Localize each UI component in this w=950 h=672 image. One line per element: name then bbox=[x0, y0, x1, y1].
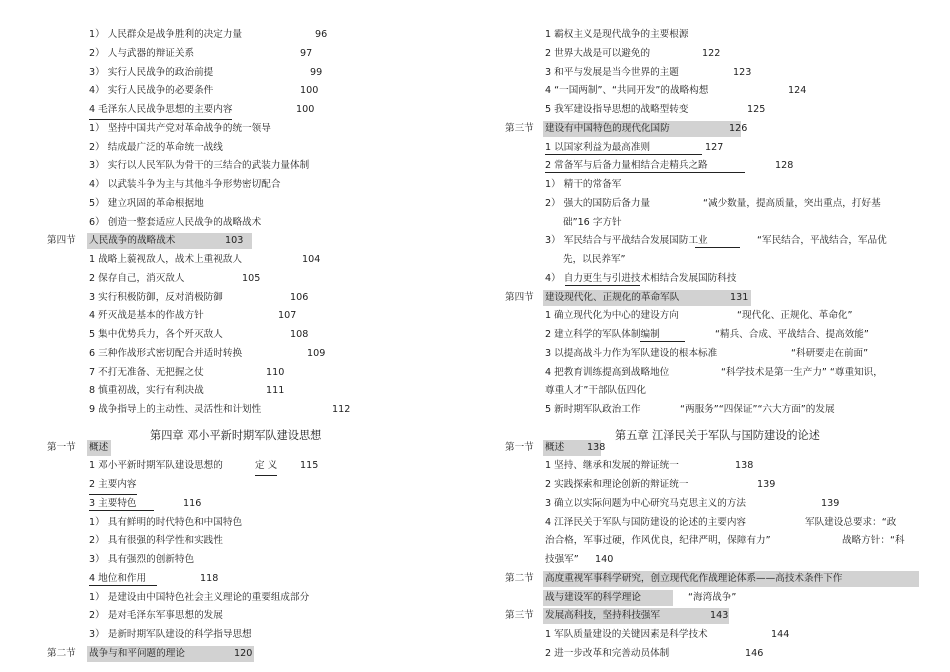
entry-text: 1） 是建设由中国特色社会主义理论的重要组成部分 bbox=[89, 591, 310, 603]
page-number: 128 bbox=[775, 160, 794, 172]
section-label: 第二节 bbox=[47, 647, 76, 659]
entry-text: 5 新时期军队政治工作 bbox=[545, 404, 641, 415]
page-number: 100 bbox=[300, 85, 319, 97]
toc-entry bbox=[0, 382, 475, 400]
page-number: 105 bbox=[242, 272, 261, 284]
toc-entry bbox=[0, 45, 475, 63]
entry-note: “减少数量，提高质量，突出重点，打好基 bbox=[703, 197, 881, 209]
toc-entry bbox=[0, 401, 475, 419]
page-number: 138 bbox=[587, 441, 606, 453]
entry-text: 4） 自力更生与引进技术相结合发展国防科技 bbox=[545, 272, 737, 284]
entry-text: 3） 是新时期军队建设的科学指导思想 bbox=[89, 629, 252, 640]
toc-entry bbox=[0, 26, 475, 44]
toc-entry bbox=[475, 626, 950, 644]
toc-entry bbox=[0, 364, 475, 382]
entry-text: 6 三种作战形式密切配合并适时转换 bbox=[89, 347, 243, 359]
underline bbox=[695, 247, 740, 248]
toc-entry bbox=[475, 139, 950, 157]
section-row bbox=[475, 120, 950, 138]
toc-entry bbox=[475, 251, 950, 269]
entry-text: 人民战争的战略战术 bbox=[89, 235, 176, 247]
entry-text: 4 地位和作用 bbox=[89, 572, 147, 584]
section-row bbox=[475, 570, 950, 588]
page-number: 139 bbox=[757, 479, 776, 490]
toc-entry bbox=[475, 82, 950, 100]
entry-text: 1 霸权主义是现代战争的主要根源 bbox=[545, 29, 689, 40]
page-number: 104 bbox=[302, 254, 321, 265]
entry-note: “现代化、正规化、革命化” bbox=[737, 310, 853, 322]
page-number: 127 bbox=[705, 141, 724, 153]
entry-text: 4） 实行人民战争的必要条件 bbox=[89, 85, 214, 97]
toc-entry bbox=[0, 495, 475, 513]
entry-note: “海湾战争” bbox=[688, 591, 737, 603]
page-number: 118 bbox=[200, 572, 219, 584]
page-number: 144 bbox=[771, 629, 790, 640]
entry-text: 概述 bbox=[89, 441, 109, 453]
entry-text: 1） 坚持中国共产党对革命战争的统一领导 bbox=[89, 122, 271, 134]
entry-text: 治合格，军事过硬，作风优良，纪律严明，保障有力” bbox=[545, 535, 771, 547]
entry-text: 2 进一步改革和完善动员体制 bbox=[545, 647, 670, 659]
entry-text: 3） 军民结合与平战结合发展国防工业 bbox=[545, 235, 708, 247]
page-number: 109 bbox=[307, 347, 326, 359]
entry-text: 1 军队质量建设的关键因素是科学技术 bbox=[545, 629, 708, 640]
entry-text: 建设现代化、正规化的革命军队 bbox=[545, 291, 680, 303]
section-row bbox=[0, 232, 475, 250]
toc-entry bbox=[0, 532, 475, 550]
page-number: 146 bbox=[745, 647, 764, 659]
entry-note: 战略方针：“科 bbox=[842, 535, 905, 547]
entry-text: 2 建立科学的军队体制编制 bbox=[545, 329, 660, 340]
toc-entry bbox=[0, 139, 475, 157]
entry-text: 2 实践探索和理论创新的辩证统一 bbox=[545, 479, 689, 490]
entry-text: 6） 创造一整套适应人民战争的战略战术 bbox=[89, 216, 262, 228]
entry-text: 战与建设军的科学理论 bbox=[545, 591, 641, 603]
underline bbox=[89, 510, 154, 511]
entry-note: 定 义 bbox=[255, 457, 277, 476]
entry-text: 4 毛泽东人民战争思想的主要内容 bbox=[89, 101, 232, 120]
entry-text: 1） 人民群众是战争胜利的决定力量 bbox=[89, 29, 243, 40]
entry-note: “科研要走在前面” bbox=[791, 347, 869, 359]
underline bbox=[545, 172, 745, 173]
entry-text: 1） 具有鲜明的时代特色和中国特色 bbox=[89, 516, 243, 528]
page-number: 143 bbox=[710, 610, 729, 622]
toc-entry bbox=[0, 345, 475, 363]
section-label: 第三节 bbox=[505, 122, 534, 134]
entry-text: 2） 强大的国防后备力量 bbox=[545, 197, 651, 209]
entry-text: 5 集中优势兵力，各个歼灭敌人 bbox=[89, 329, 223, 340]
toc-entry bbox=[475, 495, 950, 513]
toc-entry bbox=[0, 307, 475, 325]
chapter-heading: 第五章 江泽民关于军队与国防建设的论述 bbox=[615, 428, 820, 442]
section-row bbox=[475, 289, 950, 307]
toc-entry bbox=[0, 607, 475, 625]
entry-text: 1 确立现代化为中心的建设方向 bbox=[545, 310, 679, 322]
toc-entry bbox=[475, 476, 950, 494]
toc-entry bbox=[0, 157, 475, 175]
entry-text: 8 慎重初战，实行有利决战 bbox=[89, 385, 204, 397]
chapter-heading: 第四章 邓小平新时期军队建设思想 bbox=[150, 428, 322, 442]
page-number: 115 bbox=[300, 460, 319, 472]
section-row bbox=[475, 607, 950, 625]
section-label: 第二节 bbox=[505, 572, 534, 584]
entry-note: “军民结合，平战结合，军品优 bbox=[757, 235, 887, 247]
entry-text: 础”16 字方针 bbox=[563, 216, 622, 228]
page-number: 139 bbox=[821, 497, 840, 509]
entry-text: 尊重人才”干部队伍四化 bbox=[545, 385, 646, 397]
toc-entry bbox=[475, 382, 950, 400]
toc-entry bbox=[475, 364, 950, 382]
entry-text: 3） 具有强烈的创新特色 bbox=[89, 554, 195, 565]
entry-text: 发展高科技，坚持科技强军 bbox=[545, 610, 661, 622]
entry-note: “精兵、合成、平战结合、提高效能” bbox=[715, 329, 869, 340]
entry-text: 高度重视军事科学研究，创立现代化作战理论体系——高技术条件下作 bbox=[545, 572, 843, 584]
entry-text: 战争与和平问题的理论 bbox=[89, 647, 185, 659]
toc-entry bbox=[0, 195, 475, 213]
entry-text: 4 “一国两制”、“共同开发”的战略构想 bbox=[545, 85, 709, 97]
entry-text: 3 和平与发展是当今世界的主题 bbox=[545, 66, 679, 78]
underline bbox=[89, 585, 157, 586]
entry-text: 概述 bbox=[545, 441, 565, 453]
toc-entry bbox=[0, 457, 475, 475]
toc-entry bbox=[0, 514, 475, 532]
entry-text: 4 歼灭战是基本的作战方针 bbox=[89, 310, 204, 322]
toc-entry bbox=[475, 589, 950, 607]
toc-entry bbox=[475, 45, 950, 63]
entry-text: 3 以提高战斗力作为军队建设的根本标准 bbox=[545, 347, 718, 359]
entry-note: “科学技术是第一生产力” “尊重知识， bbox=[721, 366, 883, 378]
page-number: 111 bbox=[266, 385, 285, 397]
page-number: 100 bbox=[296, 104, 315, 115]
section-label: 第一节 bbox=[505, 441, 534, 453]
page-number: 97 bbox=[300, 47, 313, 59]
toc-entry bbox=[475, 514, 950, 532]
page-number: 122 bbox=[702, 47, 721, 59]
page-number: 125 bbox=[747, 104, 766, 115]
underline bbox=[545, 154, 702, 155]
toc-entry bbox=[475, 270, 950, 288]
toc-entry bbox=[475, 157, 950, 175]
entry-text: 2） 具有很强的科学性和实践性 bbox=[89, 535, 223, 547]
toc-entry bbox=[0, 82, 475, 100]
entry-text: 建设有中国特色的现代化国防 bbox=[545, 122, 670, 134]
section-row bbox=[0, 439, 475, 457]
entry-text: 2） 是对毛泽东军事思想的发展 bbox=[89, 610, 223, 622]
toc-entry bbox=[0, 251, 475, 269]
entry-text: 2） 结成最广泛的革命统一战线 bbox=[89, 141, 223, 153]
page-number: 103 bbox=[225, 235, 244, 247]
page-number: 126 bbox=[729, 122, 748, 134]
toc-entry bbox=[475, 551, 950, 569]
toc-entry bbox=[0, 476, 475, 494]
toc-entry bbox=[0, 64, 475, 82]
toc-entry bbox=[475, 457, 950, 475]
toc-entry bbox=[475, 26, 950, 44]
entry-text: 1 战略上藐视敌人，战术上重视敌人 bbox=[89, 254, 243, 265]
entry-text: 2 主要内容 bbox=[89, 476, 137, 495]
toc-entry bbox=[0, 589, 475, 607]
toc-entry bbox=[475, 64, 950, 82]
toc-entry bbox=[0, 270, 475, 288]
entry-text: 1） 精干的常备军 bbox=[545, 179, 622, 190]
toc-entry bbox=[475, 214, 950, 232]
entry-text: 5） 建立巩固的革命根据地 bbox=[89, 197, 204, 209]
entry-text: 2 保存自己，消灭敌人 bbox=[89, 272, 185, 284]
toc-entry bbox=[0, 214, 475, 232]
toc-entry bbox=[0, 101, 475, 119]
page-number: 131 bbox=[730, 291, 749, 303]
toc-entry bbox=[475, 176, 950, 194]
page-number: 107 bbox=[278, 310, 297, 322]
entry-note: “两服务”“四保证”“六大方面”的发展 bbox=[680, 404, 835, 415]
toc-entry bbox=[475, 645, 950, 663]
section-row bbox=[475, 439, 950, 457]
page-number: 96 bbox=[315, 29, 328, 40]
toc-entry bbox=[475, 401, 950, 419]
entry-text: 3） 实行人民战争的政治前提 bbox=[89, 66, 214, 78]
entry-note: 军队建设总要求：“政 bbox=[805, 516, 897, 528]
entry-text: 4） 以武装斗争为主与其他斗争形势密切配合 bbox=[89, 179, 281, 190]
page-number: 138 bbox=[735, 460, 754, 472]
entry-text: 3 主要特色 bbox=[89, 497, 137, 509]
entry-text: 1 邓小平新时期军队建设思想的 bbox=[89, 460, 223, 472]
page-number: 108 bbox=[290, 329, 309, 340]
page-number: 140 bbox=[595, 554, 614, 565]
section-label: 第四节 bbox=[505, 291, 534, 303]
section-label: 第一节 bbox=[47, 441, 76, 453]
toc-entry bbox=[475, 195, 950, 213]
entry-text: 2） 人与武器的辩证关系 bbox=[89, 47, 195, 59]
entry-text: 4 江泽民关于军队与国防建设的论述的主要内容 bbox=[545, 516, 747, 528]
toc-entry bbox=[475, 307, 950, 325]
entry-text: 5 我军建设指导思想的战略型转变 bbox=[545, 104, 689, 115]
entry-text: 3 确立以实际问题为中心研究马克思主义的方法 bbox=[545, 497, 747, 509]
toc-entry bbox=[0, 326, 475, 344]
toc-entry bbox=[0, 176, 475, 194]
entry-text: 2 常备军与后备力量相结合走精兵之路 bbox=[545, 160, 708, 172]
toc-entry bbox=[0, 626, 475, 644]
page-number: 120 bbox=[234, 647, 253, 659]
toc-entry bbox=[0, 551, 475, 569]
toc-entry bbox=[475, 532, 950, 550]
underline bbox=[565, 285, 640, 286]
page-number: 112 bbox=[332, 404, 351, 415]
page-number: 99 bbox=[310, 66, 323, 78]
entry-text: 4 把教育训练提高到战略地位 bbox=[545, 366, 670, 378]
section-label: 第三节 bbox=[505, 610, 534, 622]
entry-text: 3） 实行以人民军队为骨干的三结合的武装力量体制 bbox=[89, 160, 310, 172]
entry-text: 先，以民养军” bbox=[563, 254, 626, 265]
toc-entry bbox=[0, 570, 475, 588]
page-number: 110 bbox=[266, 366, 285, 378]
toc-entry bbox=[475, 101, 950, 119]
page-number: 124 bbox=[788, 85, 807, 97]
page-number: 123 bbox=[733, 66, 752, 78]
entry-text: 1 以国家利益为最高准则 bbox=[545, 141, 651, 153]
entry-text: 9 战争指导上的主动性、灵活性和计划性 bbox=[89, 404, 262, 415]
toc-entry bbox=[475, 345, 950, 363]
entry-text: 3 实行积极防御，反对消极防御 bbox=[89, 291, 223, 303]
entry-text: 2 世界大战是可以避免的 bbox=[545, 47, 651, 59]
toc-entry bbox=[0, 120, 475, 138]
toc-entry bbox=[475, 232, 950, 250]
section-label: 第四节 bbox=[47, 235, 76, 247]
entry-text: 1 坚持、继承和发展的辩证统一 bbox=[545, 460, 679, 472]
entry-text: 技强军” bbox=[545, 554, 579, 565]
page-number: 106 bbox=[290, 291, 309, 303]
toc-entry bbox=[475, 326, 950, 344]
underline bbox=[640, 341, 685, 342]
entry-text: 7 不打无准备、无把握之仗 bbox=[89, 366, 204, 378]
section-row bbox=[0, 645, 475, 663]
page-number: 116 bbox=[183, 497, 202, 509]
toc-entry bbox=[0, 289, 475, 307]
